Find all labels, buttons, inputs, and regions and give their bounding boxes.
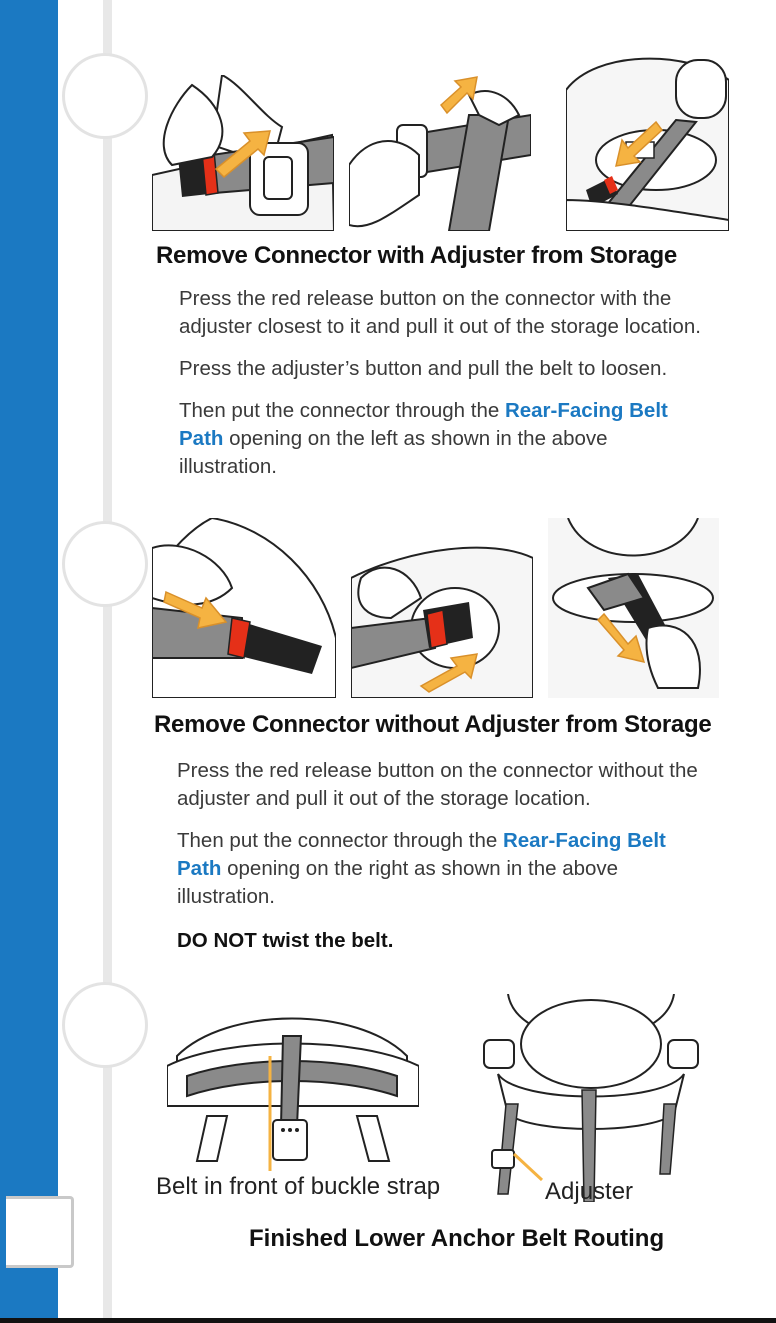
illustration-pull-connector-out [351, 518, 533, 698]
step-2-path-text-before: Then put the connector through the [177, 829, 503, 852]
step-timeline [103, 0, 112, 1318]
step-2-instruction-belt-path [177, 827, 687, 911]
rear-facing-belt-path-link: Rear-Facing Belt Path [179, 399, 668, 450]
step-2-warning: DO NOT twist the belt. [177, 929, 394, 952]
illustration-belt-front-buckle-strap [167, 996, 419, 1171]
rear-facing-belt-path-link-2: Rear-Facing Belt Path [177, 829, 666, 880]
caption-adjuster: Adjuster [545, 1178, 634, 1205]
step-2-title: Remove Connector without Adjuster from Storage [154, 711, 712, 738]
step-1-instruction-belt-path [179, 397, 679, 481]
bottom-rule [0, 1318, 776, 1323]
step-1-path-text-before: Then put the connector through the [179, 399, 505, 422]
caption-belt-front-buckle: Belt in front of buckle strap [156, 1173, 441, 1200]
step-1-instruction-release: Press the red release button on the connector with the adjuster closest to it and pull it out of the storage location. [179, 287, 701, 338]
step-2-instruction-release: Press the red release button on the connector without the adjuster and pull it out of the storage location. [177, 759, 698, 810]
step-3-marker [62, 982, 148, 1068]
illustration-connector-belt-path-right [548, 518, 719, 698]
illustration-press-release-button-2 [152, 518, 336, 698]
illustration-press-release-button [152, 75, 334, 231]
final-routing-title: Finished Lower Anchor Belt Routing [249, 1225, 665, 1252]
illustration-adjuster-position [478, 994, 704, 1202]
step-1-instruction-loosen: Press the adjuster’s button and pull the belt to loosen. [179, 357, 668, 380]
page-number-tab [6, 1196, 74, 1268]
step-2-marker [62, 521, 148, 607]
step-1-title: Remove Connector with Adjuster from Storage [156, 242, 677, 269]
illustration-connector-belt-path-left [566, 50, 729, 231]
illustration-pull-belt-loosen [349, 75, 531, 231]
blue-sidebar [0, 0, 58, 1318]
step-1-marker [62, 53, 148, 139]
step-1-path-text-after: opening on the left as shown in the above illustration. [179, 427, 608, 478]
step-2-path-text-after: opening on the right as shown in the above illustration. [177, 857, 619, 908]
